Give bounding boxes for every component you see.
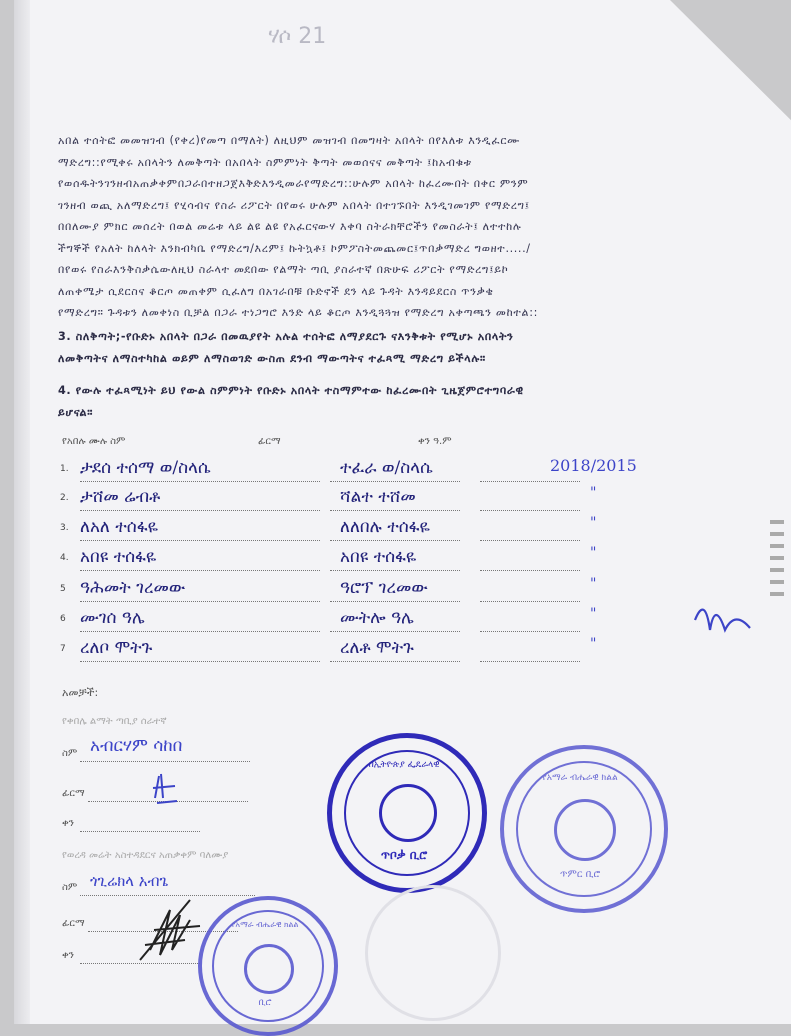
witness2-date-label: ቀን bbox=[62, 950, 74, 961]
dotted-line bbox=[80, 760, 250, 762]
member-number: 2. bbox=[60, 493, 69, 503]
member-row bbox=[60, 638, 740, 664]
witness2-name: ጎጊሬክላ አብጌ bbox=[90, 872, 169, 890]
member-row bbox=[60, 547, 740, 573]
paragraph-line: አበል ተሰትፎ መመዝገብ (የቀረ)የመጣ በማለት) ለዚህም መዝገብ በመግዛት አበላት በየእለቱ እንዲፈርሙ bbox=[58, 134, 521, 147]
member-name: ሙገሰ ዓሌ bbox=[80, 608, 145, 628]
member-date: " bbox=[590, 576, 597, 592]
member-date: " bbox=[590, 515, 597, 531]
member-date: " bbox=[590, 545, 597, 561]
dotted-line bbox=[330, 569, 460, 571]
member-name: ለአለ ተሰፋዬ bbox=[80, 517, 158, 537]
dotted-line bbox=[480, 509, 580, 511]
member-signature: ዓሮፕ ገረመው bbox=[340, 578, 428, 598]
section-3-line: ለመቅጣትና ለማስተካከል ወይም ለማስወገድ ውስጠ ደንብ ማውጣትና ተፈጻሚ ማድረግ ይችላሉ። bbox=[58, 352, 486, 365]
dotted-line bbox=[80, 539, 320, 541]
paragraph-line: በየወሩ የስራእንቅስቃሴውለዚህ ስራላተ መደበው የልማት ጣቢ ያስራተኛ በጽሁፍ ሪፖርት የማድረግ፤ይኮ bbox=[58, 263, 509, 276]
dotted-line bbox=[80, 480, 320, 482]
member-number: 3. bbox=[60, 523, 69, 533]
witness2-name-label: ስም bbox=[62, 882, 78, 893]
dotted-line bbox=[480, 660, 580, 662]
member-name: ዓሕመት ገረመው bbox=[80, 578, 186, 598]
edge-marks bbox=[770, 520, 784, 600]
member-number: 6 bbox=[60, 614, 66, 624]
member-name: ረለቦ ሞትጉ bbox=[80, 638, 153, 658]
witness1-name: አብርሃም ሳከበ bbox=[90, 736, 183, 756]
member-date: " bbox=[590, 606, 597, 622]
member-signature: ለለበሉ ተሰፋዬ bbox=[340, 517, 430, 537]
official-stamp bbox=[327, 733, 487, 893]
dotted-line bbox=[480, 600, 580, 602]
dotted-line bbox=[80, 600, 320, 602]
paragraph-line: ማድረግ::የሚቀሩ አበላትን ለመቅጣት በአበላት ስምምነት ቅጣት መወሰናና መቅጣት ፤ከአብቁቱ bbox=[58, 155, 472, 169]
member-row bbox=[60, 517, 740, 543]
dotted-line bbox=[330, 630, 460, 632]
section-4 bbox=[58, 380, 708, 424]
witness1-signature bbox=[145, 768, 185, 808]
member-name: ታሸመ ሬብቶ bbox=[80, 487, 161, 507]
official-stamp bbox=[198, 896, 338, 1036]
section-4-line: ይሆናል። bbox=[58, 406, 94, 419]
member-number: 4. bbox=[60, 553, 69, 563]
paragraph-line: ለጠቀሜታ ሲደርስና ቆርጦ መጠቀም ሲፈለግ በአገራበቹ ቡድኖች ደን ላይ ጉዳት እንዳይደርስ ጥንቃቄ bbox=[58, 284, 494, 298]
member-row bbox=[60, 608, 740, 634]
page-edge-shadow bbox=[14, 0, 32, 1024]
dotted-line bbox=[80, 569, 320, 571]
member-number: 1. bbox=[60, 464, 69, 474]
witness-label: አመቻች: bbox=[62, 686, 99, 699]
witness1-sign-label: ፊርማ bbox=[62, 788, 85, 799]
member-signature: ሙትሎ ዓሌ bbox=[340, 608, 414, 628]
header-signature: ፊርማ bbox=[258, 436, 281, 447]
section-3 bbox=[58, 326, 708, 370]
section-3-line: 3. ስለቅጣት;-የቡድኑ አበላት በጋራ በመዉያየት አሉል ተሰትፎ ለማያደርጉ ናእንቅቱት የሚሆኑ አበላትን bbox=[58, 330, 514, 343]
dotted-line bbox=[330, 480, 460, 482]
dotted-line bbox=[80, 509, 320, 511]
paragraph-line: በበለሙያ ምክር መሰረት በወል መሬቱ ላይ ልዩ ልዩ የአፈርናውሃ እቀባ ስትራክቸሮችን የመስራት፤ ለተተከሉ bbox=[58, 220, 522, 233]
stamp-text-bottom: ጥምር ቢሮ bbox=[559, 869, 601, 880]
dotted-line bbox=[480, 630, 580, 632]
dotted-line bbox=[480, 569, 580, 571]
witness2-title: የወረዳ መሬት አስተዳደርና አጠቃቀም ባለሙያ bbox=[62, 850, 229, 861]
paragraph-line: የማድረግ። ጉዳቱን ለመቀነስ ቢቻል በጋራ ተነጋግሮ እንድ ላይ ቆርጦ እንዲጓጓዝ የማድረግ አቀጣጫን መከተል:: bbox=[58, 306, 538, 319]
member-number: 5 bbox=[60, 584, 66, 594]
dotted-line bbox=[330, 539, 460, 541]
member-signature: አበዩ ተሰፋዬ bbox=[340, 547, 417, 567]
member-date: " bbox=[590, 485, 597, 501]
section-4-line: 4. የውሉ ተፈጻሚነት ይህ የውል ስምምነት የቡድኑ አበላት ተስማምተው ከፈረሙበት ጊዜጀምሮተግባራዊ bbox=[58, 384, 524, 397]
member-signature: ሻልተ ተሸመ bbox=[340, 487, 416, 507]
member-row bbox=[60, 578, 740, 604]
member-date: " bbox=[590, 636, 597, 652]
side-signature bbox=[690, 590, 760, 645]
dotted-line bbox=[480, 480, 580, 482]
stamp-text-top: የአማራ ብሔራዊ ክልል bbox=[542, 773, 618, 783]
faded-header: ሃሶ 21 bbox=[268, 24, 327, 49]
official-stamp bbox=[500, 745, 668, 913]
member-row bbox=[60, 487, 740, 513]
witness1-date-label: ቀን bbox=[62, 818, 74, 829]
witness1-name-label: ስም bbox=[62, 748, 78, 759]
stamp-text-top: የአማራ ብሔራዊ ክልል bbox=[231, 920, 299, 929]
paragraph-line: የወሰዱትንገንዘብአጠቃቀምበጋራበተዘጋጀእቅድእንዲመራየማድረግ::ሁሉም አበላት ከፈረሙበት በቀር ምንም bbox=[58, 177, 529, 190]
stamp-text-bottom: ቢሮ bbox=[258, 998, 272, 1008]
dotted-line bbox=[80, 660, 320, 662]
stamp-text-top: በኢትዮጵያ ፌዴራላዊ bbox=[368, 760, 440, 770]
member-signature: ረለቶ ሞትጉ bbox=[340, 638, 414, 658]
member-name: ታደሰ ተሰማ ወ/ስላሴ bbox=[80, 458, 211, 478]
dotted-line bbox=[330, 509, 460, 511]
witness2-sign-label: ፊርማ bbox=[62, 918, 85, 929]
header-name: የአበሉ ሙሉ ስም bbox=[62, 436, 126, 447]
dotted-line bbox=[80, 830, 200, 832]
stamp-text-bottom: ጥቦቃ ቢሮ bbox=[380, 848, 428, 862]
header-date: ቀን ዓ.ም bbox=[418, 436, 452, 447]
witness1-title: የቀበሌ ልማት ጣቢያ ሰራተኛ bbox=[62, 716, 167, 727]
dotted-line bbox=[330, 600, 460, 602]
dotted-line bbox=[330, 660, 460, 662]
member-signature: ተፈራ ወ/ስላሴ bbox=[340, 458, 433, 478]
member-name: አበዩ ተሰፋዬ bbox=[80, 547, 157, 567]
dotted-line bbox=[80, 630, 320, 632]
member-number: 7 bbox=[60, 644, 66, 654]
dotted-line bbox=[480, 539, 580, 541]
paragraph-line: ገንዘብ ወጪ አለማድረግ፤ የሂሳብና የስራ ሪፖርት በየወሩ ሁሉም አበላት በተገኙበት እንዲገመገም የማድረግ፤ bbox=[58, 198, 530, 212]
main-paragraph bbox=[58, 130, 708, 324]
member-row bbox=[60, 458, 740, 484]
paragraph-line: ችግኞች የአለት ከለላት እንክብካቤ የማድረግ/እረም፤ ኩትኳቶ፤ ኮምፖስትመጨመር፤ጥበቃማድረ ግወዘተ...../ bbox=[58, 241, 531, 255]
member-date: 2018/2015 bbox=[550, 456, 637, 475]
faint-stamp-impression bbox=[365, 885, 501, 1021]
